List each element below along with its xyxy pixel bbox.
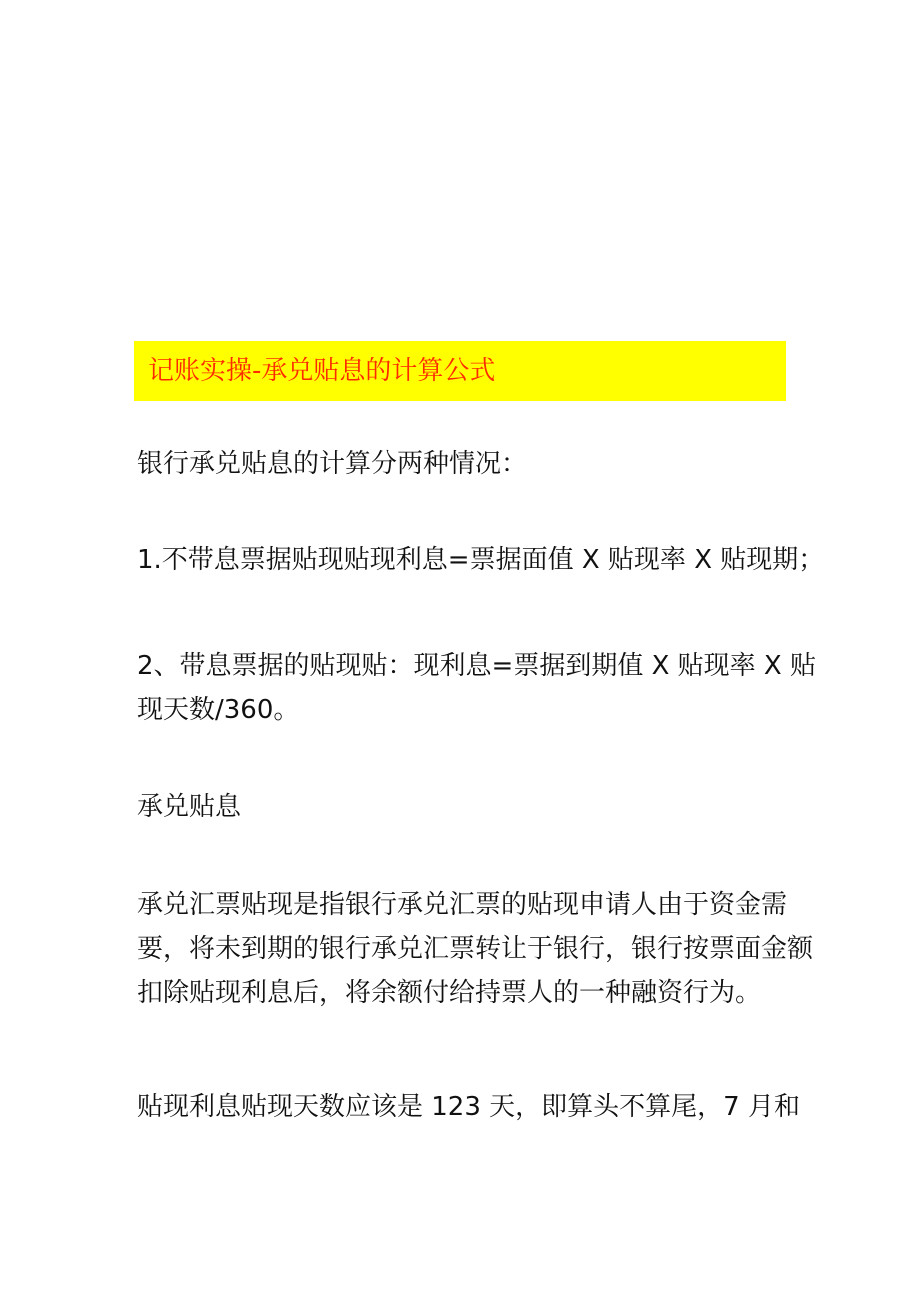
definition-line-2: 要，将未到期的银行承兑汇票转让于银行，银行按票面金额 (137, 934, 814, 964)
case1-text: 1.不带息票据贴现贴现利息=票据面值 X 贴现率 X 贴现期； (137, 545, 825, 575)
case2-paragraph (137, 644, 817, 732)
section-heading-text: 承兑贴息 (137, 792, 242, 822)
definition-line-3: 扣除贴现利息后，将余额付给持票人的一种融资行为。 (137, 978, 762, 1008)
definition-line-1: 承兑汇票贴现是指银行承兑汇票的贴现申请人由于资金需 (137, 890, 788, 920)
definition-paragraph (137, 883, 814, 1015)
case1-paragraph (137, 538, 825, 582)
intro-text: 银行承兑贴息的计算分两种情况： (137, 449, 528, 479)
days-line-1: 贴现利息贴现天数应该是 123 天，即算头不算尾，7 月和 (137, 1092, 800, 1122)
case2-line-2: 现天数/360。 (137, 695, 300, 725)
case2-line-1: 2、带息票据的贴现贴：现利息=票据到期值 X 贴现率 X 贴 (137, 651, 817, 681)
section-heading (137, 785, 787, 829)
title-banner (134, 341, 786, 401)
intro-paragraph (137, 442, 787, 486)
days-paragraph (137, 1085, 800, 1129)
page-title: 记账实操-承兑贴息的计算公式 (148, 356, 496, 386)
